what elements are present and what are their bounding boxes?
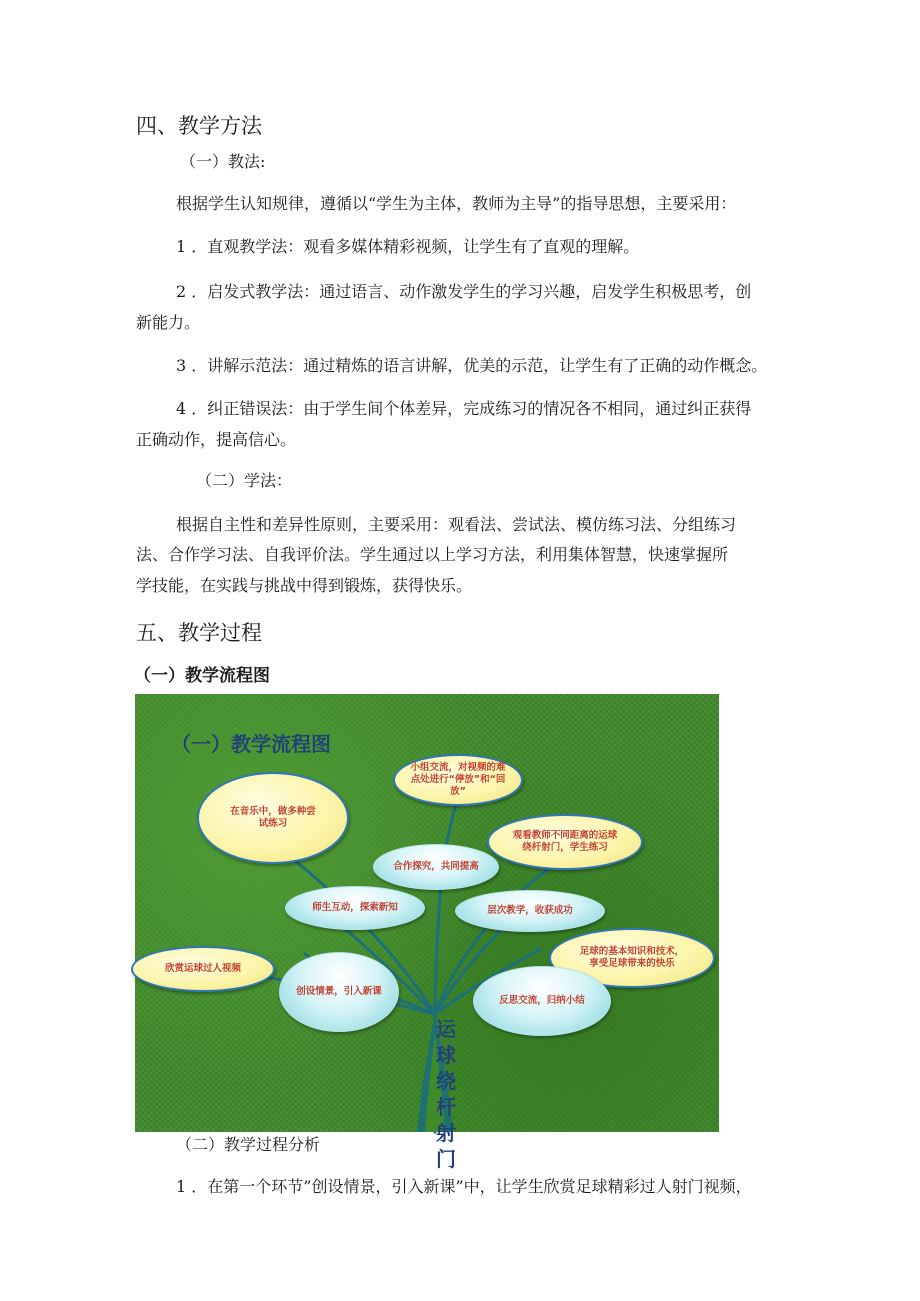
subheading-flowchart: （一）教学流程图 <box>134 666 270 686</box>
bubble-reflect: 反思交流，归纳小结 <box>473 966 611 1036</box>
method-item-4: 4 ．纠正错误法：由于学生间个体差异，完成练习的情况各不相同，通过纠正获得 <box>176 399 752 418</box>
bubble-music-practice: 在音乐中，做多种尝试练习 <box>197 772 349 864</box>
learning-line-1: 根据自主性和差异性原则，主要采用：观看法、尝试法、模仿练习法、分组练习 <box>176 515 737 534</box>
method-item-2: 2 ．启发式教学法：通过语言、动作激发学生的学习兴趣，启发学生积极思考，创 <box>176 282 752 301</box>
bubble-group-exchange: 小组交流，对视频的难点处进行“停放”和“回放” <box>393 754 523 806</box>
subheading-teaching-method: （一）教法: <box>180 152 266 171</box>
method-item-4-cont: 正确动作，提高信心。 <box>136 430 297 449</box>
paragraph-intro: 根据学生认知规律，遵循以“学生为主体，教师为主导”的指导思想，主要采用： <box>176 194 737 213</box>
method-item-3: 3 ．讲解示范法：通过精炼的语言讲解，优美的示范，让学生有了正确的动作概念。 <box>176 356 768 375</box>
bubble-watch-teacher: 观看教师不同距离的运球绕杆射门，学生练习 <box>487 814 643 870</box>
subheading-learning-method: （二）学法： <box>196 471 293 490</box>
heading-teaching-methods: 四、教学方法 <box>136 114 262 138</box>
bubble-layered-teaching: 层次教学，收获成功 <box>455 890 605 932</box>
analysis-line-1: 1 ．在第一个环节”创设情景，引入新课”中，让学生欣赏足球精彩过人射门视频， <box>176 1177 752 1196</box>
bubble-interaction: 师生互动，探索新知 <box>285 886 425 930</box>
method-item-2-cont: 新能力。 <box>136 313 201 332</box>
learning-line-3: 学技能，在实践与挑战中得到锻炼，获得快乐。 <box>136 576 473 595</box>
learning-line-2: 法、合作学习法、自我评价法。学生通过以上学习方法，利用集体智慧，快速掌握所 <box>136 545 729 564</box>
subheading-process-analysis: （二）教学过程分析 <box>176 1135 321 1154</box>
diagram-title: （一）教学流程图 <box>171 732 331 756</box>
bubble-create-scenario: 创设情景，引入新课 <box>279 952 399 1032</box>
method-item-1: 1 ．直观教学法：观看多媒体精彩视频，让学生有了直观的理解。 <box>176 237 640 256</box>
trunk-label: 运球绕杆射门 <box>436 1017 456 1171</box>
bubble-basic-knowledge: 足球的基本知识和技术，享受足球带来的快乐 <box>549 928 715 988</box>
heading-teaching-process: 五、教学过程 <box>136 621 262 645</box>
bubble-watch-video: 欣赏运球过人视频 <box>131 946 275 992</box>
bubble-cooperate: 合作探究，共同提高 <box>373 844 499 890</box>
